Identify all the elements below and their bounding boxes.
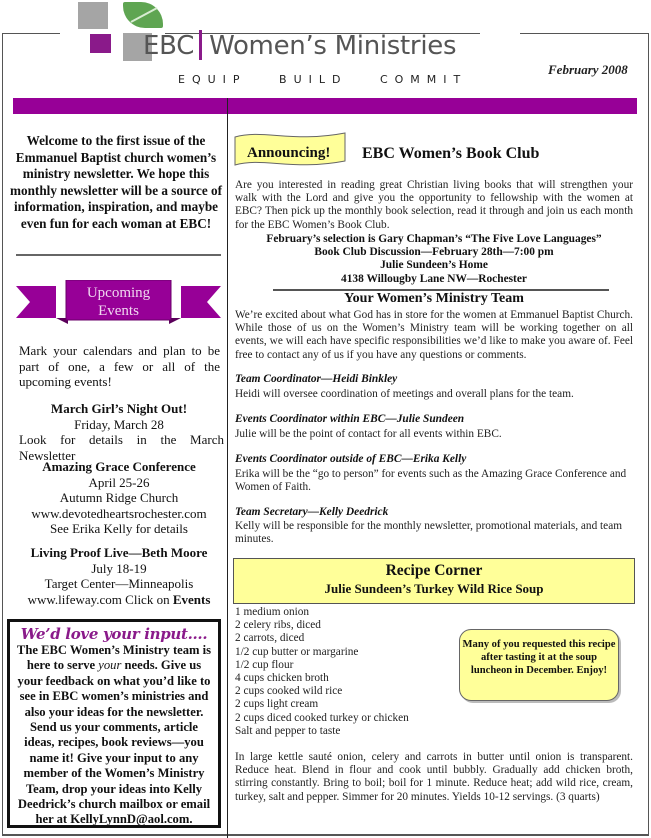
team-title: Your Women’s Ministry Team (344, 291, 524, 306)
header-band (13, 98, 637, 114)
list-item: 2 cups diced cooked turkey or chicken (235, 711, 409, 724)
recipe-header (233, 558, 635, 604)
role-desc: Heidi will oversee coordination of meetings and overall plans for the team. (235, 388, 574, 400)
role-title: Team Coordinator—Heidi Binkley (235, 373, 398, 385)
role-title: Events Coordinator within EBC—Julie Sundeen (235, 413, 465, 425)
list-item: 1 medium onion (235, 606, 310, 618)
book-club-details: February’s selection is Gary Chapman’s “The Five Love Languages” Book Club Discussion—February 28th—7:00 pm Julie Sundeen’s Home 4138 Willougby Lane NW—Rochester (266, 233, 602, 285)
team-intro: We’re excited about what God has in store for the women at Emmanuel Baptist Church. While those of us on the Women’s Ministry team will be working together on all events, we will each have specific responsibilities we’d like to make you aware of. Feel free to contact any of us if you have any questions or comments. (235, 309, 633, 361)
role-desc: Kelly will be responsible for the monthly newsletter, promotional materials, and team minutes. (235, 520, 622, 546)
logo-gray-square-icon (78, 2, 108, 29)
event-item: Amazing Grace Conference April 25-26 Autumn Ridge Church www.devotedheartsrochester.com See Erika Kelly for details (14, 459, 224, 537)
list-item: 4 cups chicken broth (235, 672, 329, 685)
role-desc: Erika will be the “go to person” for events such as the Amazing Grace Conference and Women of Faith. (235, 468, 627, 494)
list-item: 2 cups cooked wild rice (235, 685, 343, 698)
role-desc: Julie will be the point of contact for all events within EBC. (235, 428, 502, 440)
announcing-label: Announcing! (247, 145, 331, 161)
masthead-title (143, 30, 456, 61)
recipe-title: Julie Sundeen’s Turkey Wild Rice Soup (324, 581, 544, 596)
logo-purple-square-icon (90, 34, 111, 53)
list-item: Salt and pepper to taste (235, 724, 341, 737)
role-title: Events Coordinator outside of EBC—Erika Kelly (235, 453, 467, 465)
recipe-section-title: Recipe Corner (385, 562, 483, 579)
event-item: Living Proof Live—Beth Moore July 18-19 Target Center—Minneapolis www.lifeway.com Click on Events (27, 545, 211, 607)
event-link[interactable]: www.lifeway.com Click on (27, 591, 170, 607)
list-item: 1/2 cup butter or margarine (235, 645, 359, 658)
role-title: Team Secretary—Kelly Deedrick (235, 506, 389, 518)
feedback-body: The EBC Women’s Ministry team is here to serve your needs. Give us your feedback on what you’d like to see in EBC women’s ministries and also your ideas for the newsletter. Send us your comments, article ideas, recipes, book reviews—you name it! Give your input to any member of the Women’s Ministry Team, drop your ideas into Kelly Deedrick’s church mailbox or email her at KellyLynnD@aol.com. (16, 643, 212, 827)
recipe-directions: In large kettle sauté onion, celery and carrots in butter until onion is transparent. Reduce heat. Blend in flour and cook until bubbly. Gradually add chicken broth, stirring constantly. Bring to boil; boil for 1 minute. Reduce heat; add wild rice, cream, turkey, salt and pepper. Simmer for 20 minutes. Yields 10-12 servings. (3 quarts) (235, 751, 633, 803)
tagline: EQUIP BUILD COMMIT (178, 73, 468, 86)
recipe-callout: Many of you requested this recipe after tasting it at the soup luncheon in December. Enjoy! (459, 629, 619, 701)
list-item: 2 carrots, diced (235, 632, 305, 645)
upcoming-events-label: Upcoming Events (86, 285, 151, 319)
frame-gap (480, 28, 520, 36)
issue-date: February 2008 (548, 62, 628, 77)
brand-divider (199, 30, 202, 60)
list-item: 2 cups light cream (235, 698, 319, 711)
event-link[interactable]: www.devotedheartsrochester.com (31, 505, 207, 521)
divider (16, 254, 221, 256)
events-intro: Mark your calendars and plan to be part of one, a few or all of the upcoming events! (19, 343, 220, 389)
brand-right: Women’s Ministries (209, 31, 457, 61)
welcome-message: Welcome to the first issue of the Emmanuel Baptist church women’s ministry newsletter. We hope this monthly newsletter will be a source of information, inspiration, and maybe even fun for each woman at EBC! (10, 133, 222, 231)
feedback-title: We’d love your input…. (20, 625, 208, 643)
column-divider (227, 98, 228, 838)
feedback-box (7, 619, 221, 828)
list-item: 2 celery ribs, diced (235, 619, 321, 632)
book-club-title: EBC Women’s Book Club (362, 145, 540, 162)
brand-left: EBC (143, 31, 195, 61)
book-club-intro: Are you interested in reading great Christian living books that will strengthen your walk with the Lord and give you the opportunity to fellowship with the women at EBC? Then pick up the monthly book selection, read it through and join us each month for the EBC Women’s Book Club. (235, 179, 633, 231)
event-item: March Girl’s Night Out! Friday, March 28 Look for details in the March Newsletter (19, 401, 224, 463)
ingredient-list (235, 606, 409, 738)
list-item: 1/2 cup flour (235, 658, 294, 671)
logo-leaf-icon (123, 2, 163, 28)
